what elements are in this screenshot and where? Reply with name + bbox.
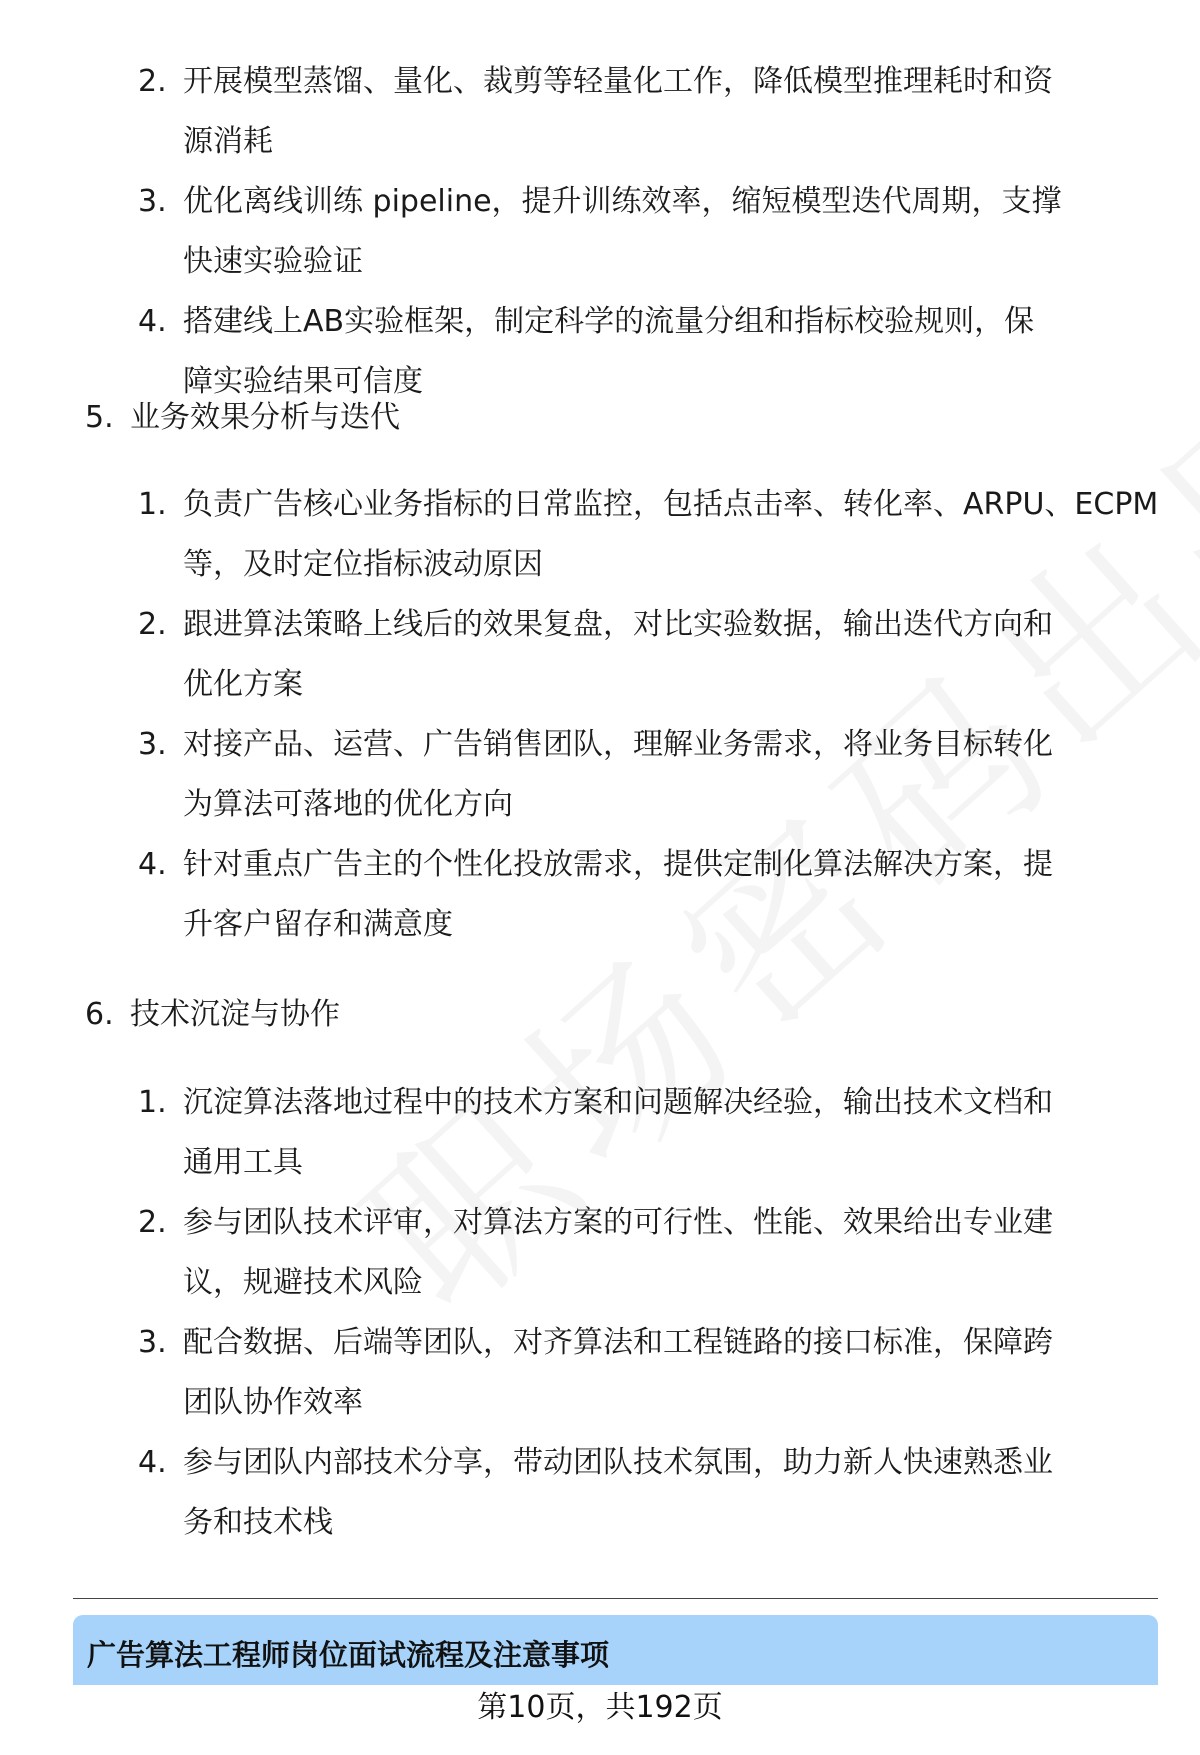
list-number: 3. — [138, 184, 167, 219]
sublist-b — [0, 475, 1200, 955]
list-item — [138, 172, 1063, 292]
section-6-heading — [0, 985, 1200, 1045]
list-text: 参与团队技术评审，对算法方案的可行性、性能、效果给出专业建议，规避技术风险 — [183, 1205, 1053, 1300]
list-item — [138, 52, 1063, 172]
list-item — [138, 1193, 1063, 1313]
list-number: 4. — [138, 304, 167, 339]
list-item — [138, 835, 1063, 955]
list-item — [138, 1073, 1063, 1193]
list-number: 3. — [138, 727, 167, 762]
list-item — [138, 475, 1183, 595]
list-item — [138, 1433, 1063, 1553]
sublist-c — [0, 1073, 1200, 1553]
section-heading — [85, 985, 1130, 1045]
list-text: 参与团队内部技术分享，带动团队技术氛围，助力新人快速熟悉业务和技术栈 — [183, 1445, 1053, 1540]
list-number: 2. — [138, 64, 167, 99]
list-text: 配合数据、后端等团队，对齐算法和工程链路的接口标准，保障跨团队协作效率 — [183, 1325, 1053, 1420]
footer-banner — [73, 1615, 1158, 1685]
section-title: 技术沉淀与协作 — [130, 997, 340, 1032]
list-text: 开展模型蒸馏、量化、裁剪等轻量化工作，降低模型推理耗时和资源消耗 — [183, 64, 1053, 159]
section-title: 业务效果分析与迭代 — [130, 400, 400, 435]
list-item — [138, 595, 1063, 715]
section-5-heading — [0, 388, 1200, 448]
list-text: 优化离线训练 pipeline，提升训练效率，缩短模型迭代周期，支撑快速实验验证 — [183, 184, 1062, 279]
document-title: 广告算法工程师岗位面试流程及注意事项 — [87, 1638, 610, 1672]
list-number: 4. — [138, 847, 167, 882]
list-text: 负责广告核心业务指标的日常监控，包括点击率、转化率、ARPU、ECPM等，及时定位指标波动原因 — [183, 487, 1159, 582]
list-text: 跟进算法策略上线后的效果复盘，对比实验数据，输出迭代方向和优化方案 — [183, 607, 1053, 702]
list-number: 3. — [138, 1325, 167, 1360]
sublist-a — [0, 52, 1200, 412]
list-item — [138, 1313, 1063, 1433]
list-number: 2. — [138, 1205, 167, 1240]
list-text: 针对重点广告主的个性化投放需求，提供定制化算法解决方案，提升客户留存和满意度 — [183, 847, 1053, 942]
page-number: 第10页，共192页 — [477, 1690, 723, 1725]
section-heading — [85, 388, 1130, 448]
footer-divider — [73, 1598, 1158, 1599]
list-text: 沉淀算法落地过程中的技术方案和问题解决经验，输出技术文档和通用工具 — [183, 1085, 1053, 1180]
list-item — [138, 715, 1063, 835]
list-number: 4. — [138, 1445, 167, 1480]
list-number: 1. — [138, 487, 167, 522]
list-text: 搭建线上AB实验框架，制定科学的流量分组和指标校验规则，保障实验结果可信度 — [183, 304, 1035, 399]
section-number: 6. — [85, 997, 114, 1032]
list-text: 对接产品、运营、广告销售团队，理解业务需求，将业务目标转化为算法可落地的优化方向 — [183, 727, 1053, 822]
list-number: 2. — [138, 607, 167, 642]
list-number: 1. — [138, 1085, 167, 1120]
section-number: 5. — [85, 400, 114, 435]
